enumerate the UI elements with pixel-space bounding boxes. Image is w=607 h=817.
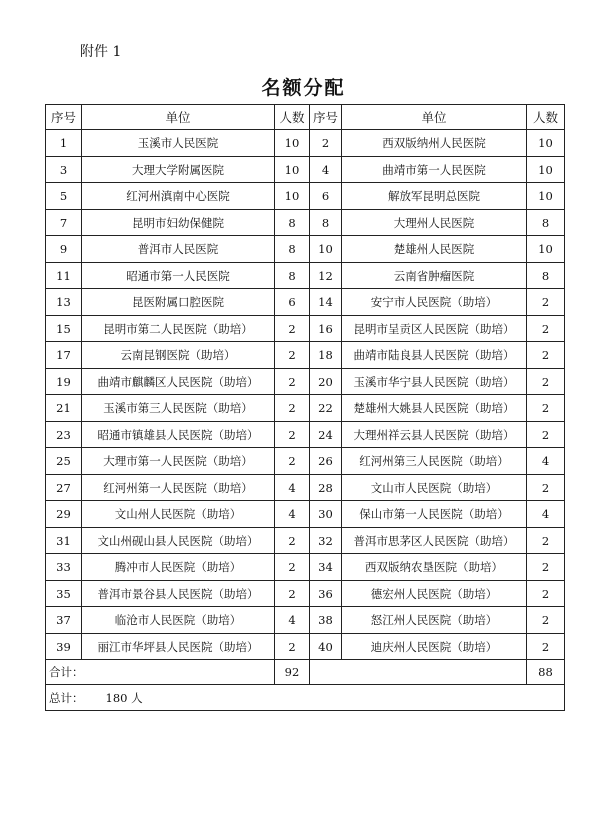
grand-total-cell — [46, 685, 565, 711]
row-count-left: 2 — [275, 342, 310, 369]
subtotal-label: 合计： — [46, 660, 275, 685]
row-no-left: 7 — [46, 210, 82, 236]
row-unit-right: 怒江州人民医院（助培） — [342, 607, 527, 634]
grand-total-label: 总计： — [49, 690, 84, 705]
row-no-right: 26 — [310, 448, 342, 475]
row-no-right: 16 — [310, 316, 342, 342]
row-unit-right: 普洱市思茅区人民医院（助培） — [342, 528, 527, 554]
table-row — [46, 395, 565, 422]
row-count-left: 10 — [275, 183, 310, 210]
row-count-right: 2 — [527, 607, 565, 634]
row-no-left: 37 — [46, 607, 82, 634]
subtotal-spacer — [310, 660, 527, 685]
row-count-left: 2 — [275, 634, 310, 660]
table-row — [46, 210, 565, 236]
row-count-right: 2 — [527, 369, 565, 395]
row-unit-left: 腾冲市人民医院（助培） — [82, 554, 275, 581]
row-count-right: 10 — [527, 157, 565, 183]
row-no-left: 33 — [46, 554, 82, 581]
table-row — [46, 501, 565, 528]
table-row — [46, 607, 565, 634]
row-unit-left: 文山州砚山县人民医院（助培） — [82, 528, 275, 554]
row-unit-right: 楚雄州人民医院 — [342, 236, 527, 263]
row-count-right: 10 — [527, 236, 565, 263]
row-unit-left: 大理市第一人民医院（助培） — [82, 448, 275, 475]
row-count-right: 10 — [527, 130, 565, 157]
row-unit-right: 解放军昆明总医院 — [342, 183, 527, 210]
row-unit-left: 普洱市人民医院 — [82, 236, 275, 263]
row-unit-left: 普洱市景谷县人民医院（助培） — [82, 581, 275, 607]
row-unit-right: 德宏州人民医院（助培） — [342, 581, 527, 607]
row-unit-left: 玉溪市第三人民医院（助培） — [82, 395, 275, 422]
row-count-left: 10 — [275, 157, 310, 183]
row-no-left: 27 — [46, 475, 82, 501]
row-no-right: 36 — [310, 581, 342, 607]
row-no-right: 12 — [310, 263, 342, 289]
row-unit-right: 迪庆州人民医院（助培） — [342, 634, 527, 660]
table-row — [46, 130, 565, 157]
row-unit-left: 曲靖市麒麟区人民医院（助培） — [82, 369, 275, 395]
row-unit-right: 西双版纳农垦医院（助培） — [342, 554, 527, 581]
header-count-left: 人数 — [275, 105, 310, 130]
row-count-left: 10 — [275, 130, 310, 157]
table-row — [46, 289, 565, 316]
row-unit-left: 临沧市人民医院（助培） — [82, 607, 275, 634]
row-unit-left: 红河州滇南中心医院 — [82, 183, 275, 210]
row-unit-left: 丽江市华坪县人民医院（助培） — [82, 634, 275, 660]
row-count-right: 2 — [527, 422, 565, 448]
row-unit-right: 曲靖市第一人民医院 — [342, 157, 527, 183]
row-unit-right: 大理州祥云县人民医院（助培） — [342, 422, 527, 448]
row-count-left: 2 — [275, 528, 310, 554]
row-no-right: 34 — [310, 554, 342, 581]
row-no-right: 18 — [310, 342, 342, 369]
row-count-right: 2 — [527, 554, 565, 581]
grand-total-value: 180 人 — [105, 690, 143, 705]
row-unit-left: 昆明市妇幼保健院 — [82, 210, 275, 236]
row-count-right: 8 — [527, 210, 565, 236]
subtotal-left-value: 92 — [275, 660, 310, 685]
table-row — [46, 554, 565, 581]
row-no-right: 14 — [310, 289, 342, 316]
row-no-left: 19 — [46, 369, 82, 395]
table-row — [46, 157, 565, 183]
row-unit-right: 西双版纳州人民医院 — [342, 130, 527, 157]
row-no-left: 17 — [46, 342, 82, 369]
table-row — [46, 448, 565, 475]
row-count-right: 2 — [527, 342, 565, 369]
row-no-right: 6 — [310, 183, 342, 210]
row-count-right: 2 — [527, 395, 565, 422]
row-unit-right: 楚雄州大姚县人民医院（助培） — [342, 395, 527, 422]
row-count-left: 8 — [275, 210, 310, 236]
subtotal-row — [46, 660, 565, 685]
table-row — [46, 342, 565, 369]
row-unit-right: 保山市第一人民医院（助培） — [342, 501, 527, 528]
row-count-right: 10 — [527, 183, 565, 210]
row-no-right: 22 — [310, 395, 342, 422]
table-row — [46, 316, 565, 342]
header-unit-right: 单位 — [342, 105, 527, 130]
row-count-left: 2 — [275, 369, 310, 395]
table-row — [46, 475, 565, 501]
row-count-left: 2 — [275, 422, 310, 448]
row-no-left: 29 — [46, 501, 82, 528]
table-row — [46, 422, 565, 448]
row-no-left: 3 — [46, 157, 82, 183]
page-title: 名额分配 — [261, 77, 346, 99]
row-unit-right: 安宁市人民医院（助培） — [342, 289, 527, 316]
row-count-left: 2 — [275, 395, 310, 422]
row-unit-right: 红河州第三人民医院（助培） — [342, 448, 527, 475]
row-count-right: 4 — [527, 501, 565, 528]
row-no-left: 15 — [46, 316, 82, 342]
row-no-right: 10 — [310, 236, 342, 263]
table-row — [46, 634, 565, 660]
row-count-left: 4 — [275, 607, 310, 634]
row-unit-right: 玉溪市华宁县人民医院（助培） — [342, 369, 527, 395]
row-count-left: 6 — [275, 289, 310, 316]
row-unit-left: 云南昆钢医院（助培） — [82, 342, 275, 369]
table-row — [46, 183, 565, 210]
row-unit-left: 玉溪市人民医院 — [82, 130, 275, 157]
row-count-left: 4 — [275, 501, 310, 528]
row-count-right: 2 — [527, 634, 565, 660]
table-row — [46, 236, 565, 263]
row-no-left: 25 — [46, 448, 82, 475]
row-no-right: 32 — [310, 528, 342, 554]
row-no-left: 13 — [46, 289, 82, 316]
row-unit-right: 曲靖市陆良县人民医院（助培） — [342, 342, 527, 369]
row-count-left: 2 — [275, 554, 310, 581]
row-no-left: 35 — [46, 581, 82, 607]
allocation-table — [45, 104, 565, 711]
row-no-right: 38 — [310, 607, 342, 634]
row-unit-left: 文山州人民医院（助培） — [82, 501, 275, 528]
header-no-right: 序号 — [310, 105, 342, 130]
row-unit-left: 红河州第一人民医院（助培） — [82, 475, 275, 501]
row-count-left: 2 — [275, 448, 310, 475]
row-count-right: 2 — [527, 475, 565, 501]
row-no-right: 24 — [310, 422, 342, 448]
row-no-right: 40 — [310, 634, 342, 660]
header-count-right: 人数 — [527, 105, 565, 130]
grand-total-row — [46, 685, 565, 711]
header-unit-left: 单位 — [82, 105, 275, 130]
row-count-right: 8 — [527, 263, 565, 289]
subtotal-right-value: 88 — [527, 660, 565, 685]
header-no-left: 序号 — [46, 105, 82, 130]
table-row — [46, 528, 565, 554]
row-no-right: 4 — [310, 157, 342, 183]
row-count-left: 8 — [275, 263, 310, 289]
row-no-right: 8 — [310, 210, 342, 236]
row-unit-right: 文山市人民医院（助培） — [342, 475, 527, 501]
row-no-left: 39 — [46, 634, 82, 660]
table-row — [46, 581, 565, 607]
row-no-left: 11 — [46, 263, 82, 289]
row-no-left: 21 — [46, 395, 82, 422]
row-unit-right: 昆明市呈贡区人民医院（助培） — [342, 316, 527, 342]
row-no-left: 31 — [46, 528, 82, 554]
row-count-right: 2 — [527, 289, 565, 316]
row-unit-left: 昆医附属口腔医院 — [82, 289, 275, 316]
row-count-right: 2 — [527, 528, 565, 554]
row-count-right: 2 — [527, 316, 565, 342]
row-no-right: 28 — [310, 475, 342, 501]
row-unit-right: 云南省肿瘤医院 — [342, 263, 527, 289]
row-unit-right: 大理州人民医院 — [342, 210, 527, 236]
row-count-left: 4 — [275, 475, 310, 501]
row-no-right: 2 — [310, 130, 342, 157]
row-count-left: 2 — [275, 316, 310, 342]
row-unit-left: 大理大学附属医院 — [82, 157, 275, 183]
row-unit-left: 昭通市第一人民医院 — [82, 263, 275, 289]
table-body — [46, 130, 565, 660]
table-row — [46, 369, 565, 395]
table-row — [46, 263, 565, 289]
row-no-left: 9 — [46, 236, 82, 263]
annex-label: 附件 1 — [80, 44, 122, 60]
row-no-left: 5 — [46, 183, 82, 210]
row-count-left: 8 — [275, 236, 310, 263]
row-count-right: 4 — [527, 448, 565, 475]
row-count-right: 2 — [527, 581, 565, 607]
row-no-left: 23 — [46, 422, 82, 448]
row-unit-left: 昭通市镇雄县人民医院（助培） — [82, 422, 275, 448]
table-header-row — [46, 105, 565, 130]
row-no-left: 1 — [46, 130, 82, 157]
row-no-right: 30 — [310, 501, 342, 528]
row-no-right: 20 — [310, 369, 342, 395]
row-unit-left: 昆明市第二人民医院（助培） — [82, 316, 275, 342]
row-count-left: 2 — [275, 581, 310, 607]
